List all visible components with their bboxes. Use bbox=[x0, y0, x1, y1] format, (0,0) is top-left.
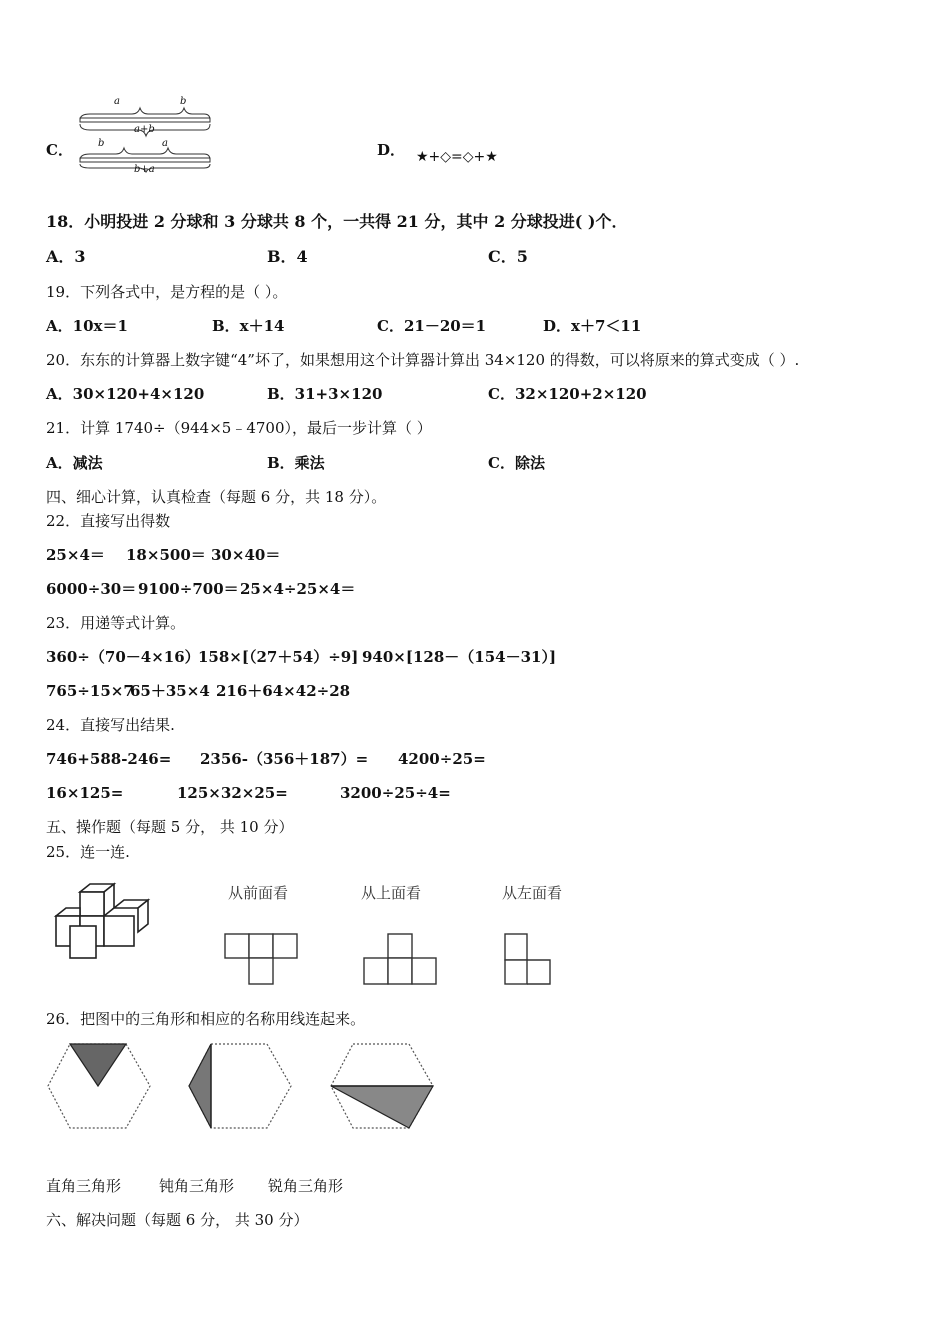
q20-option-a: A．30×120+4×120 bbox=[46, 385, 205, 403]
q23-item: 158×[（27＋54）÷9] bbox=[198, 648, 359, 666]
cube-stack-figure bbox=[50, 880, 160, 964]
hexagon-figure-3 bbox=[329, 1040, 435, 1132]
hexagon-figure-2 bbox=[187, 1040, 293, 1132]
q24-item: 4200÷25= bbox=[398, 750, 486, 768]
left-view-figure bbox=[502, 930, 558, 988]
q18-option-b: B．4 bbox=[267, 247, 308, 266]
q23-item: 765÷15×7 bbox=[46, 682, 134, 700]
q23-item: 216＋64×42÷28 bbox=[216, 682, 351, 700]
brace-bottom-right-label: a bbox=[162, 138, 168, 149]
q19-stem: 19．下列各式中，是方程的是（ ）。 bbox=[46, 283, 288, 301]
view-label-top: 从上面看 bbox=[361, 884, 422, 902]
q19-option-c: C．21－20＝1 bbox=[377, 317, 487, 335]
q20-option-c: C．32×120+2×120 bbox=[488, 385, 647, 403]
hexagon-figure-1 bbox=[46, 1040, 152, 1132]
q18-option-c: C．5 bbox=[488, 247, 528, 266]
q22-item: 25×4÷25×4＝ bbox=[240, 580, 356, 598]
brace-bottom-left-label: b bbox=[98, 138, 105, 149]
view-label-front: 从前面看 bbox=[228, 884, 289, 902]
q24-item: 3200÷25÷4= bbox=[340, 784, 451, 802]
top-view-figure bbox=[362, 930, 442, 988]
q20-stem: 20．东东的计算器上数字键“4”坏了，如果想用这个计算器计算出 34×120 的得数，可以将原来的算式变成（ ）. bbox=[46, 351, 800, 369]
q24-item: 746+588-246= bbox=[46, 750, 172, 768]
commutative-formula: ★+◇=◇+★ bbox=[416, 149, 498, 165]
q18-stem: 18．小明投进 2 分球和 3 分球共 8 个，一共得 21 分，其中 2 分球投进( )个． bbox=[46, 212, 628, 231]
brace-bottom-sum-label: b+a bbox=[134, 164, 155, 175]
option-c-label: C． bbox=[46, 141, 73, 159]
q23-item: 940×[128－（154－31）] bbox=[362, 648, 557, 666]
front-view-figure bbox=[223, 930, 303, 988]
triangle-name-right: 直角三角形 bbox=[46, 1177, 122, 1195]
q22-stem: 22．直接写出得数 bbox=[46, 512, 171, 530]
section-6-heading: 六、解决问题（每题 6 分， 共 30 分） bbox=[46, 1211, 309, 1229]
section-4-heading: 四、细心计算，认真检查（每题 6 分，共 18 分）。 bbox=[46, 488, 387, 506]
brace-top-right-label: b bbox=[180, 96, 187, 107]
q19-option-a: A．10x＝1 bbox=[46, 317, 128, 335]
q21-stem: 21．计算 1740÷（944×5﹣4700），最后一步计算（ ） bbox=[46, 419, 432, 437]
q18-option-a: A．3 bbox=[46, 247, 86, 266]
q23-item: 360÷（70－4×16） bbox=[46, 648, 200, 666]
q21-option-a: A．减法 bbox=[46, 454, 103, 472]
q23-item: 65＋35×4 bbox=[130, 682, 210, 700]
q22-item: 6000÷30＝ bbox=[46, 580, 137, 598]
q26-stem: 26．把图中的三角形和相应的名称用线连起来。 bbox=[46, 1010, 366, 1028]
q19-option-d: D．x＋7＜11 bbox=[543, 317, 642, 335]
q21-option-b: B．乘法 bbox=[267, 454, 325, 472]
option-d-label: D． bbox=[377, 141, 406, 159]
brace-diagram-c bbox=[76, 98, 216, 178]
q19-option-b: B．x＋14 bbox=[212, 317, 285, 335]
brace-top-sum-label: a+b bbox=[134, 124, 155, 135]
q21-option-c: C．除法 bbox=[488, 454, 545, 472]
q24-stem: 24．直接写出结果. bbox=[46, 716, 175, 734]
q20-option-b: B．31+3×120 bbox=[267, 385, 383, 403]
q23-stem: 23．用递等式计算。 bbox=[46, 614, 186, 632]
brace-top-left-label: a bbox=[114, 96, 120, 107]
triangle-name-acute: 锐角三角形 bbox=[268, 1177, 344, 1195]
q24-item: 16×125= bbox=[46, 784, 124, 802]
q22-item: 18×500＝ bbox=[126, 546, 206, 564]
triangle-name-obtuse: 钝角三角形 bbox=[159, 1177, 235, 1195]
q24-item: 2356-（356＋187）= bbox=[200, 750, 369, 768]
section-5-heading: 五、操作题（每题 5 分， 共 10 分） bbox=[46, 818, 294, 836]
q25-stem: 25．连一连. bbox=[46, 843, 130, 861]
q22-item: 30×40＝ bbox=[211, 546, 281, 564]
q24-item: 125×32×25= bbox=[177, 784, 288, 802]
q22-item: 9100÷700＝ bbox=[138, 580, 239, 598]
q22-item: 25×4＝ bbox=[46, 546, 105, 564]
view-label-left: 从左面看 bbox=[502, 884, 563, 902]
